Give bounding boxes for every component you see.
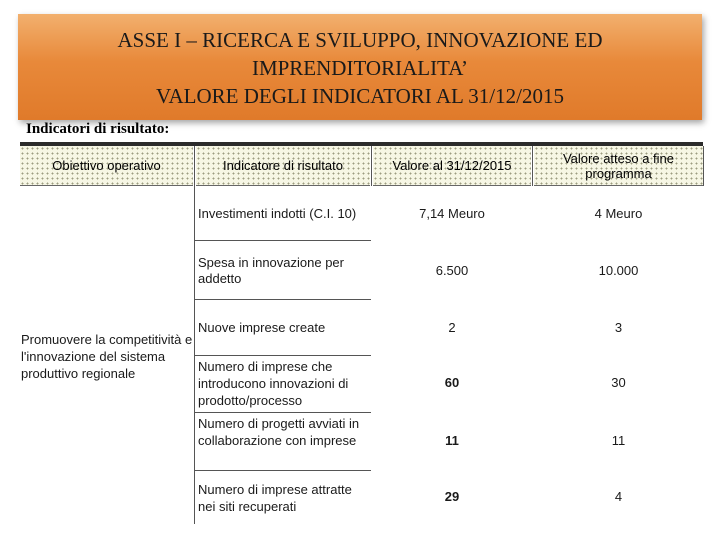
row-2-value: 6.500 <box>435 263 469 278</box>
objective-cell: Promuovere la competitività e l'innovazione del sistema produttivo regionale <box>21 332 193 381</box>
row-divider <box>194 470 371 471</box>
header-objective: Obiettivo operativo <box>20 146 193 186</box>
header-value: Valore al 31/12/2015 <box>373 146 531 186</box>
column-divider <box>371 146 372 186</box>
title-banner <box>18 14 702 120</box>
title-line-2: IMPRENDITORIALITA’ <box>251 56 469 80</box>
header-expected: Valore atteso a fine programma <box>534 146 703 186</box>
row-5-value: 11 <box>445 433 459 448</box>
section-subtitle: Indicatori di risultato: <box>26 121 170 137</box>
header-indicator: Indicatore di risultato <box>196 146 370 186</box>
title-line-3: VALORE DEGLI INDICATORI AL 31/12/2015 <box>156 84 564 108</box>
row-1-indicator: Investimenti indotti (C.I. 10) <box>198 206 357 221</box>
column-divider <box>703 146 704 186</box>
row-4-value: 60 <box>444 375 460 390</box>
row-4-expected: 30 <box>611 375 626 390</box>
row-6-indicator: Numero di imprese attratte nei siti recuperati <box>198 482 352 514</box>
row-1-expected: 4 Meuro <box>594 206 643 221</box>
row-divider <box>194 355 371 356</box>
row-2-expected: 10.000 <box>598 263 639 278</box>
row-divider <box>194 299 371 300</box>
column-divider <box>532 146 533 186</box>
row-3-expected: 3 <box>614 320 623 335</box>
row-6-value: 29 <box>444 489 460 504</box>
row-3-indicator: Nuove imprese create <box>198 320 326 335</box>
row-3-value: 2 <box>448 320 456 335</box>
row-4-indicator: Numero di imprese che introducono innovazioni di prodotto/processo <box>198 359 349 408</box>
row-6-expected: 4 <box>614 489 623 504</box>
row-1-value: 7,14 Meuro <box>419 206 485 221</box>
row-divider <box>194 412 371 413</box>
row-divider <box>194 240 371 241</box>
row-2-indicator: Spesa in innovazione per addetto <box>198 255 344 286</box>
row-5-indicator: Numero di progetti avviati in collaborazione con imprese <box>198 416 360 448</box>
title-line-1: ASSE I – RICERCA E SVILUPPO, INNOVAZIONE ED <box>117 28 603 52</box>
row-5-expected: 11 <box>611 433 626 448</box>
